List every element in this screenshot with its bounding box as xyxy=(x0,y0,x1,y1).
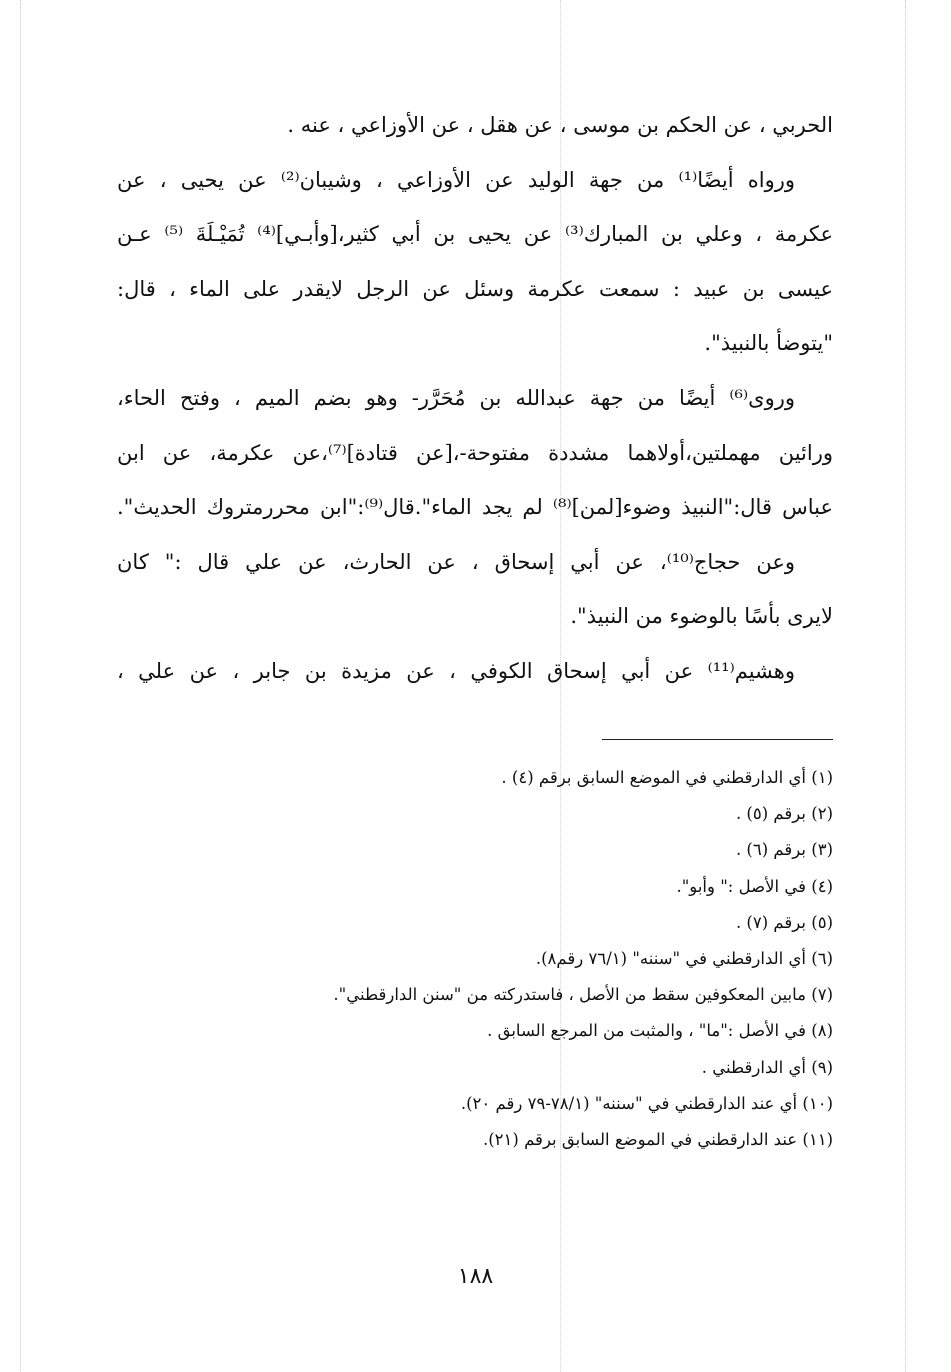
footnote: (٢) برقم (٥) . xyxy=(735,804,833,824)
footnote: (٥) برقم (٧) . xyxy=(735,912,833,932)
text-line: وهشيم⁽¹¹⁾ عن أبي إسحاق الكوفي ، عن مزيدة بن جابر ، عن علي ، xyxy=(117,658,795,683)
text-line: عباس قال:"النبيذ وضوء[لمن]⁽⁸⁾ لم يجد الماء".قال⁽⁹⁾:"ابن محررمتروك الحديث". xyxy=(117,495,833,520)
footnote: (٩) أي الدارقطني . xyxy=(701,1057,833,1077)
text-line: عكرمة ، وعلي بن المبارك⁽³⁾ عن يحيى بن أبي كثير،[وأبـي]⁽⁴⁾ تُمَيْـلَةَ ⁽⁵⁾ عـن xyxy=(117,222,833,247)
footnote: (١١) عند الدارقطني في الموضع السابق برقم (٢١). xyxy=(482,1129,833,1149)
footnote: (٦) أي الدارقطني في "سننه" (٧٦/١ رقم٨). xyxy=(535,948,833,968)
footnote: (١) أي الدارقطني في الموضع السابق برقم (٤) . xyxy=(501,768,833,787)
scan-guide-line xyxy=(905,0,906,1372)
footnote: (١٠) أي عند الدارقطني في "سننه" (٧٨/١-٧٩ رقم ٢٠). xyxy=(460,1093,833,1113)
footnote: (٧) مابين المعكوفين سقط من الأصل ، فاستدركته من "سنن الدارقطني". xyxy=(333,985,833,1005)
footnote: (٤) في الأصل :" وأبو". xyxy=(676,876,833,896)
text-line: وروى⁽⁶⁾ أيضًا من جهة عبدالله بن مُحَرَّر- وهو بضم الميم ، وفتح الحاء، xyxy=(117,385,795,410)
text-line: لايرى بأسًا بالوضوء من النبيذ". xyxy=(570,604,833,629)
footnotes xyxy=(117,760,833,1158)
scan-guide-line xyxy=(20,0,21,1372)
text-line: ورواه أيضًا⁽¹⁾ من جهة الوليد عن الأوزاعي ، وشيبان⁽²⁾ عن يحيى ، عن xyxy=(117,167,795,192)
text-line: وعن حجاج⁽¹⁰⁾، عن أبي إسحاق ، عن الحارث، عن علي قال :" كان xyxy=(117,549,795,574)
page-number: ١٨٨ xyxy=(457,1264,494,1289)
text-line: عيسى بن عبيد : سمعت عكرمة وسئل عن الرجل لايقدر على الماء ، قال: xyxy=(117,276,833,301)
text-line: "يتوضأ بالنبيذ". xyxy=(704,331,833,356)
text-line: ورائين مهملتين،أولاهما مشددة مفتوحة-،[عن قتادة]⁽⁷⁾،عن عكرمة، عن ابن xyxy=(117,440,833,465)
footnote: (٨) في الأصل :"ما" ، والمثبت من المرجع السابق . xyxy=(487,1021,833,1041)
footnote-separator xyxy=(602,739,833,740)
footnote: (٣) برقم (٦) . xyxy=(735,840,833,860)
main-text xyxy=(117,98,833,699)
text-line: الحربي ، عن الحكم بن موسى ، عن هقل ، عن الأوزاعي ، عنه . xyxy=(287,113,833,137)
